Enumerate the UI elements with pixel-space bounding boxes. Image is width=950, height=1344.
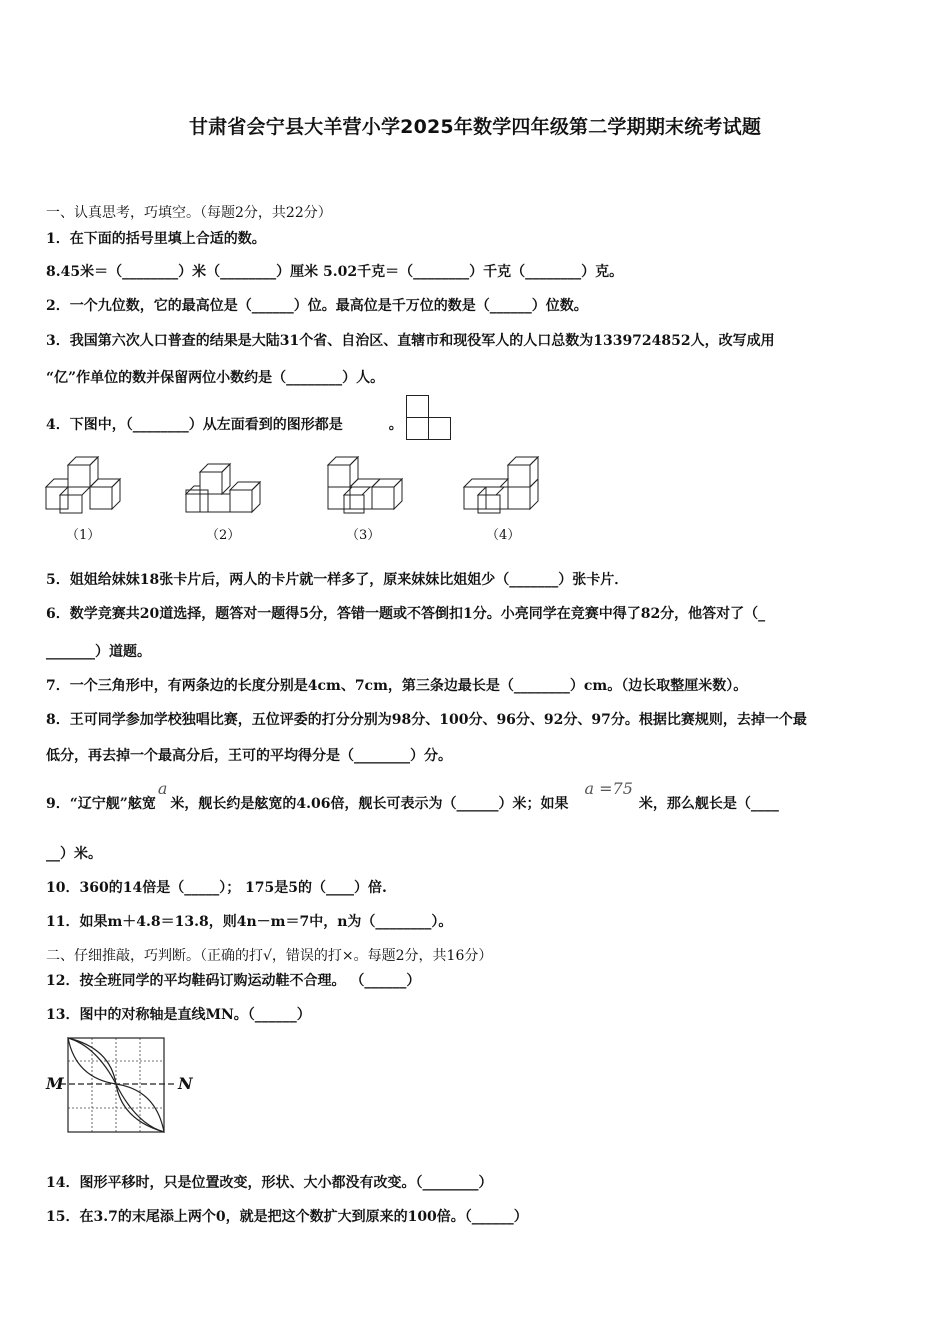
section-2-heading: 二、仔细推敲，巧判断。（正确的打√，错误的打×。每题2分，共16分） [46,948,493,964]
question-2: 2．一个九位数，它的最高位是（______）位。最高位是千万位的数是（______）位数。 [46,298,588,314]
question-1-line: 8.45米＝（________）米（________）厘米 5.02千克＝（________）千克（________）克。 [46,264,624,280]
question-4 [46,414,403,434]
cube-figure-4 [462,455,542,515]
question-10: 10．360的14倍是（_____）； 175是5的（____）倍. [46,880,387,896]
left-view-shape-icon [406,395,452,441]
question-3-line-2: “亿”作单位的数并保留两位小数约是（________）人。 [46,370,385,386]
question-6-line-1: 6．数学竞赛共20道选择，题答对一题得5分，答错一题或不答倒扣1分。小亮同学在竞赛中得了82分，他答对了（_ [46,606,766,622]
question-9-part-3: 米，那么舰长是（____ [638,796,779,812]
question-6-line-2: _______）道题。 [46,644,151,660]
figure-label-3: （3） [346,528,381,543]
question-1: 1．在下面的括号里填上合适的数。 [46,231,266,247]
question-4-end: 。 [388,417,403,433]
question-9-part-1: 9．“辽宁舰”舷宽 [46,796,156,812]
question-3-line-1: 3．我国第六次人口普查的结果是大陆31个省、自治区、直辖市和现役军人的人口总数为1339724852人，改写成用 [46,333,775,349]
question-15: 15．在3.7的末尾添上两个0，就是把这个数扩大到原来的100倍。（______） [46,1209,528,1225]
section-1-heading: 一、认真思考，巧填空。（每题2分，共22分） [46,205,332,221]
question-14: 14．图形平移时，只是位置改变，形状、大小都没有改变。（________） [46,1175,493,1191]
figure-label-4: （4） [486,528,521,543]
cube-figure-2 [184,462,264,514]
symmetry-grid-figure [46,1036,196,1134]
equation-a-75: a =75 [584,779,633,798]
question-4-text: 4．下图中，（________）从左面看到的图形都是 [46,417,343,433]
cube-figure-3 [326,455,408,515]
question-9-line-2: __）米。 [46,846,102,862]
label-n: N [178,1074,193,1093]
question-8-line-1: 8．王可同学参加学校独唱比赛，五位评委的打分分别为98分、100分、96分、92分、97分。根据比赛规则，去掉一个最 [46,712,807,728]
figure-label-1: （1） [66,528,101,543]
question-9-part-2: 米，舰长约是舷宽的4.06倍，舰长可表示为（______）米；如果 [170,796,569,812]
question-5: 5．姐姐给妹妹18张卡片后，两人的卡片就一样多了，原来妹妹比姐姐少（_______）张卡片． [46,572,629,588]
cube-figure-1 [44,455,124,513]
question-7: 7．一个三角形中，有两条边的长度分别是4cm、7cm，第三条边最长是（________）cm。（边长取整厘米数）。 [46,678,748,694]
variable-a: a [157,779,168,798]
label-m: M [46,1074,64,1093]
question-11: 11．如果m＋4.8＝13.8，则4n－m＝7中，n为（________）。 [46,914,453,930]
question-8-line-2: 低分，再去掉一个最高分后，王可的平均得分是（________）分。 [46,748,452,764]
page-title: 甘肃省会宁县大羊营小学2025年数学四年级第二学期期末统考试题 [188,116,762,138]
question-9-line-1 [46,779,779,813]
figure-label-2: （2） [206,528,241,543]
question-13: 13．图中的对称轴是直线MN。（______） [46,1007,311,1023]
question-12: 12．按全班同学的平均鞋码订购运动鞋不合理。 （______） [46,973,421,989]
